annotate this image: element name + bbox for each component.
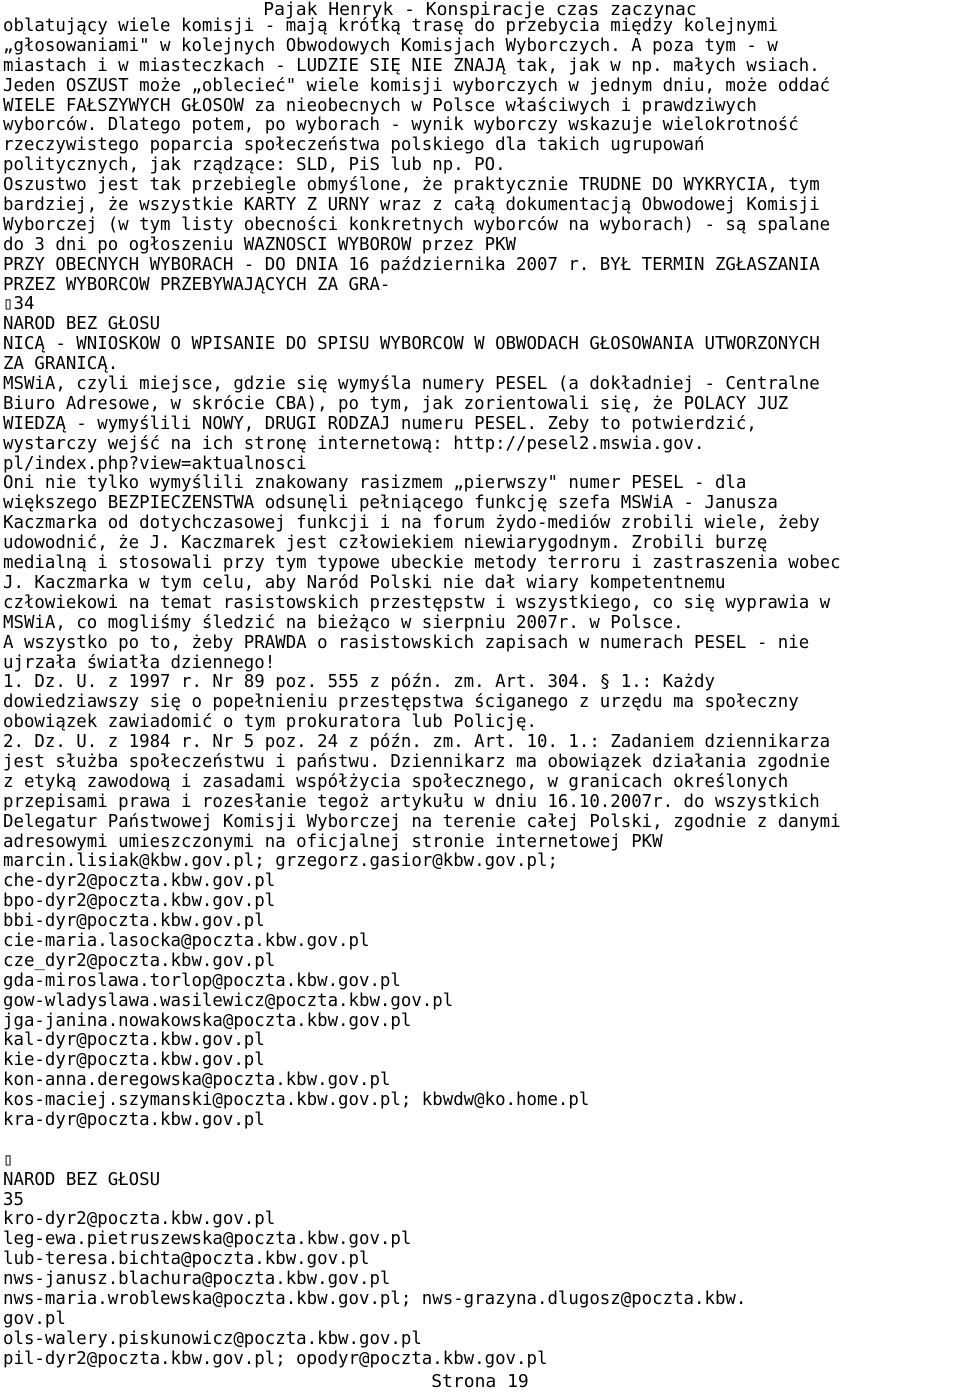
page-header: Pajak Henryk - Konspiracje czas zaczynac	[263, 0, 697, 20]
document-body	[3, 17, 960, 1370]
text-line: większego BEZPIECZEŃSTWA odsunęli pełniącego funkcję szefa MSWiA - Janusza	[3, 494, 778, 514]
text-line: jest służba społeczeństwu i państwu. Dziennikarz ma obowiązek działania zgodnie	[3, 752, 831, 772]
text-line: pl/index.php?view=aktualnosci	[3, 454, 307, 474]
text-line: dowiedziawszy się o popełnieniu przestępstwa ściganego z urzędu ma społeczny	[3, 693, 799, 713]
text-line: cie-maria.lasocka@poczta.kbw.gov.pl	[3, 931, 370, 951]
text-line: kal-dyr@poczta.kbw.gov.pl	[3, 1031, 265, 1051]
text-line: PRZEZ WYBORCÓW PRZEBYWAJĄCYCH ZA GRA-	[3, 275, 391, 295]
text-line: nws-janusz.blachura@poczta.kbw.gov.pl	[3, 1270, 391, 1290]
text-line: kra-dyr@poczta.kbw.gov.pl	[3, 1110, 265, 1130]
text-line: ▯34	[3, 295, 35, 315]
text-line: 35	[3, 1190, 24, 1210]
text-line: marcin.lisiak@kbw.gov.pl; grzegorz.gasior@kbw.gov.pl;	[3, 852, 558, 872]
text-line: WIEDZĄ - wymyślili NOWY, DRUGI RODZAJ numeru PESEL. Żeby to potwierdzić,	[3, 414, 757, 434]
text-line: adresowymi umieszczonymi na oficjalnej stronie internetowej PKW	[3, 832, 663, 852]
text-line: Oni nie tylko wymyślili znakowany rasizmem „pierwszy" numer PESEL - dla	[3, 474, 747, 494]
text-line: ▯	[3, 1150, 14, 1170]
text-line: 2. Dz. U. z 1984 r. Nr 5 poz. 24 z późn. zm. Art. 10. 1.: Zadaniem dziennikarza	[3, 733, 831, 753]
text-line: bardziej, że wszystkie KARTY Z URNY wraz z całą dokumentacją Obwodowej Komisji	[3, 196, 820, 216]
text-line: Oszustwo jest tak przebiegle obmyślone, że praktycznie TRUDNE DO WYKRYCIA, tym	[3, 176, 820, 196]
text-line: udowodnić, że J. Kaczmarek jest człowiekiem niewiarygodnym. Zrobili burzę	[3, 534, 768, 554]
text-line: z etyką zawodową i zasadami współżycia społecznego, w granicach określonych	[3, 772, 789, 792]
text-line: kos-maciej.szymanski@poczta.kbw.gov.pl; kbwdw@ko.home.pl	[3, 1091, 590, 1111]
text-line: oblatujący wiele komisji - mają krótką trasę do przebycia między kolejnymi	[3, 17, 778, 36]
text-line: Kaczmarka od dotychczasowej funkcji i na forum żydo-mediów zrobili wiele, żeby	[3, 514, 820, 534]
text-line: A wszystko po to, żeby PRAWDA o rasistowskich zapisach w numerach PESEL - nie	[3, 633, 810, 653]
text-line: bbi-dyr@poczta.kbw.gov.pl	[3, 912, 265, 932]
text-line: kon-anna.deregowska@poczta.kbw.gov.pl	[3, 1071, 391, 1091]
text-line: nws-maria.wroblewska@poczta.kbw.gov.pl; nws-grazyna.dlugosz@poczta.kbw.	[3, 1290, 747, 1309]
text-line: „głosowaniami" w kolejnych Obwodowych Komisjach Wyborczych. A poza tym - w	[3, 36, 778, 56]
text-line: przepisami prawa i rozesłanie tegoż artykułu w dniu 16.10.2007r. do wszystkich	[3, 792, 820, 812]
text-line: lub-teresa.bichta@poczta.kbw.gov.pl	[3, 1250, 370, 1270]
text-line: ujrzała światła dziennego!	[3, 653, 276, 673]
text-line: kie-dyr@poczta.kbw.gov.pl	[3, 1051, 265, 1071]
text-line: ZA GRANICĄ.	[3, 355, 119, 375]
text-line: Wyborczej (w tym listy obecności konkretnych wyborców na wyborach) - są spalane	[3, 215, 831, 235]
text-line	[3, 1131, 960, 1151]
text-line: gow-wladyslawa.wasilewicz@poczta.kbw.gov.pl	[3, 991, 454, 1011]
text-line: PRZY OBECNYCH WYBORACH - DO DNIA 16 października 2007 r. BYŁ TERMIN ZGŁASZANIA	[3, 255, 820, 275]
text-line: jga-janina.nowakowska@poczta.kbw.gov.pl	[3, 1011, 412, 1031]
text-line: Jeden OSZUST może „oblecieć" wiele komisji wyborczych w jednym dniu, może oddać	[3, 76, 831, 96]
text-line: do 3 dni po ogłoszeniu WAŻNOŚCI WYBORÓW przez PKW	[3, 235, 517, 255]
text-line: miastach i w miasteczkach - LUDZIE SIĘ NIE ZNAJĄ tak, jak w np. małych wsiach.	[3, 56, 820, 76]
text-line: MSWiA, co mogliśmy śledzić na bieżąco w sierpniu 2007r. w Polsce.	[3, 613, 684, 633]
text-line: wystarczy wejść na ich stronę internetową: http://pesel2.mswia.gov.	[3, 434, 705, 454]
text-line: WIELE FAŁSZYWYCH GŁOSÓW za nieobecnych w Polsce właściwych i prawdziwych	[3, 96, 757, 116]
text-line: NICĄ - WNIOSKÓW O WPISANIE DO SPISU WYBORCÓW W OBWODACH GŁOSOWANIA UTWORZONYCH	[3, 335, 820, 355]
text-line: MSWiA, czyli miejsce, gdzie się wymyśla numery PESEL (a dokładniej - Centralne	[3, 375, 820, 395]
text-line: leg-ewa.pietruszewska@poczta.kbw.gov.pl	[3, 1230, 412, 1250]
text-line: NARÓD BEZ GŁOSU	[3, 1170, 161, 1190]
text-line: NARÓD BEZ GŁOSU	[3, 315, 161, 335]
text-line: ols-walery.piskunowicz@poczta.kbw.gov.pl	[3, 1329, 422, 1349]
text-line: kro-dyr2@poczta.kbw.gov.pl	[3, 1210, 276, 1230]
text-line: obowiązek zawiadomić o tym prokuratora lub Policję.	[3, 713, 537, 733]
text-line: człowiekowi na temat rasistowskich przestępstw i wszystkiego, co się wyprawia w	[3, 593, 831, 613]
text-line: bpo-dyr2@poczta.kbw.gov.pl	[3, 892, 276, 912]
text-line: Delegatur Państwowej Komisji Wyborczej na terenie całej Polski, zgodnie z danymi	[3, 812, 841, 832]
text-line: cze_dyr2@poczta.kbw.gov.pl	[3, 951, 276, 971]
text-line: politycznych, jak rządzące: SLD, PiS lub np. PO.	[3, 156, 506, 176]
text-line: 1. Dz. U. z 1997 r. Nr 89 poz. 555 z późn. zm. Art. 304. § 1.: Każdy	[3, 673, 715, 693]
text-line: J. Kaczmarka w tym celu, aby Naród Polski nie dał wiary kompetentnemu	[3, 573, 726, 593]
text-line: gda-miroslawa.torlop@poczta.kbw.gov.pl	[3, 971, 401, 991]
text-line: Biuro Adresowe, w skrócie CBA), po tym, jak zorientowali się, że POLACY JUŻ	[3, 394, 789, 414]
text-line: pil-dyr2@poczta.kbw.gov.pl; opodyr@poczta.kbw.gov.pl	[3, 1349, 548, 1369]
text-line: rzeczywistego poparcia społeczeństwa polskiego dla takich ugrupowań	[3, 136, 705, 156]
text-line: medialną i stosowali przy tym typowe ubeckie metody terroru i zastraszenia wobec	[3, 554, 841, 574]
text-line: che-dyr2@poczta.kbw.gov.pl	[3, 872, 276, 892]
text-line: gov.pl	[3, 1309, 66, 1329]
page-footer: Strona 19	[431, 1371, 529, 1392]
text-line: wyborców. Dlatego potem, po wyborach - wynik wyborczy wskazuje wielokrotność	[3, 116, 799, 136]
